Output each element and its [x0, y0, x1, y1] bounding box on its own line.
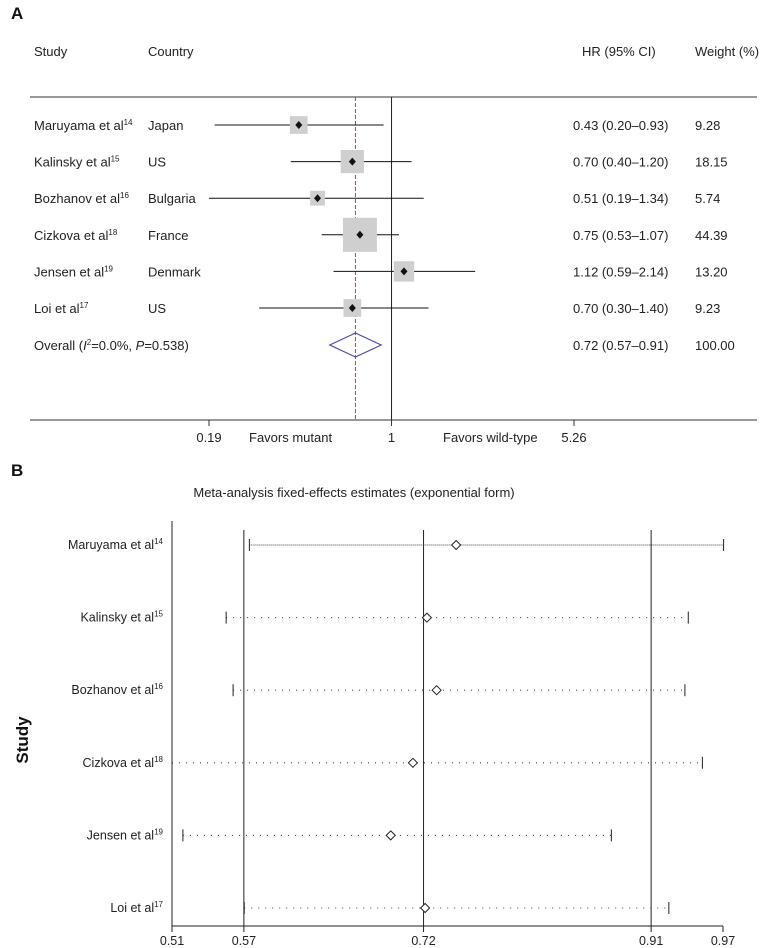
country-label: Bulgaria [148, 191, 196, 207]
weight-text: 13.20 [695, 264, 728, 280]
study-label-name: Kalinsky et al [34, 154, 111, 170]
p-value: =0.538) [144, 338, 189, 353]
study-label-ref: 15 [154, 609, 163, 619]
estimate-rows [68, 537, 724, 915]
forest-row [34, 261, 728, 281]
study-label-name: Loi et al [34, 301, 80, 316]
study-label-ref: 17 [79, 301, 89, 310]
x-tick-label: 0.51 [159, 934, 185, 948]
weight-text: 44.39 [695, 227, 728, 243]
hr-ci-text: 0.75 (0.53–1.07) [573, 227, 669, 243]
favors-mutant-label: Favors mutant [249, 430, 333, 445]
country-label: US [148, 301, 167, 316]
forest-x-axis [196, 420, 586, 445]
estimate-row [110, 900, 669, 915]
study-label [68, 537, 164, 552]
estimates-title: Meta-analysis fixed-effects estimates (exponential form) [193, 485, 515, 500]
study-label [110, 900, 163, 915]
study-label [83, 755, 164, 770]
estimate-row [71, 682, 685, 697]
study-label-name: Bozhanov et al [34, 191, 121, 207]
forest-row [34, 191, 720, 206]
estimate-marker [408, 758, 417, 767]
overall-label [34, 338, 189, 353]
study-label-name: Cizkova et al [34, 227, 109, 243]
study-label-name: Jensen et al [34, 264, 105, 280]
panel-label-b: B [11, 461, 24, 480]
hr-ci-text: 0.43 (0.20–0.93) [573, 118, 669, 133]
header-hr: HR (95% CI) [582, 44, 656, 59]
study-label [34, 155, 120, 170]
overall-weight-text: 100.00 [695, 338, 735, 353]
overall-label-prefix: Overall ( [34, 338, 84, 353]
estimate-x-ticks [160, 926, 735, 948]
x-tick-label: 0.72 [411, 934, 436, 948]
forest-plot-panel [11, 4, 759, 445]
study-label-name: Kalinsky et al [80, 610, 155, 625]
study-label-ref: 17 [154, 900, 163, 909]
study-label-name: Maruyama et al [67, 538, 155, 552]
study-label-ref: 15 [110, 154, 120, 164]
x-tick-label: 5.26 [561, 430, 587, 445]
study-label-name: Loi et al [110, 901, 155, 915]
study-label [34, 191, 129, 206]
forest-row [34, 150, 728, 173]
p-value-symbol: P [135, 338, 145, 353]
x-tick-label: 0.19 [196, 430, 222, 445]
study-label-ref: 19 [104, 264, 114, 274]
x-tick-label: 0.97 [710, 934, 736, 948]
study-label [71, 682, 163, 697]
header-country: Country [148, 44, 194, 59]
estimate-marker [386, 831, 395, 840]
country-label: France [148, 227, 189, 243]
i-squared-superscript: 2 [86, 338, 92, 347]
forest-row [34, 299, 720, 317]
weight-text: 18.15 [695, 154, 728, 170]
favors-wild-type-label: Favors wild-type [443, 430, 538, 445]
country-label: Denmark [148, 264, 201, 280]
study-label [80, 610, 163, 625]
study-label-ref: 18 [108, 227, 118, 237]
study-label-name: Jensen et al [86, 828, 155, 843]
study-label-name: Bozhanov et al [71, 683, 155, 698]
forest-row [34, 116, 720, 134]
study-label-ref: 14 [154, 537, 163, 546]
panel-label-a: A [11, 4, 24, 23]
estimates-panel [11, 461, 735, 948]
estimate-marker [421, 904, 430, 913]
weight-text: 5.74 [695, 191, 721, 207]
weight-text: 9.28 [695, 118, 721, 133]
country-label: US [148, 154, 167, 170]
i-squared-value: =0.0%, [91, 338, 136, 353]
hr-ci-text: 1.12 (0.59–2.14) [573, 264, 669, 280]
overall-hr-text: 0.72 (0.57–0.91) [573, 338, 669, 353]
hr-ci-text: 0.70 (0.40–1.20) [573, 154, 669, 170]
study-label [34, 118, 133, 133]
forest-row [34, 218, 728, 252]
estimate-row [68, 537, 724, 552]
estimate-row [83, 755, 703, 770]
study-label-ref: 16 [120, 191, 129, 201]
study-label [34, 301, 89, 316]
y-axis-label: Study [13, 716, 32, 764]
study-label-ref: 16 [154, 682, 163, 692]
country-label: Japan [148, 118, 184, 133]
x-tick-label: 0.57 [231, 934, 257, 948]
estimate-row [87, 827, 612, 842]
study-label-name: Cizkova et al [82, 755, 155, 770]
header-weight: Weight (%) [695, 44, 760, 59]
reference-lines [244, 530, 651, 926]
study-label-ref: 14 [123, 118, 133, 127]
study-label-name: Maruyama et al [34, 118, 124, 133]
x-tick-label: 1 [387, 430, 396, 445]
hr-ci-text: 0.51 (0.19–1.34) [573, 191, 669, 207]
estimate-marker [432, 686, 441, 695]
hr-ci-text: 0.70 (0.30–1.40) [573, 301, 669, 316]
study-label [87, 827, 164, 842]
study-label [34, 228, 118, 243]
study-label [34, 264, 114, 279]
overall-row [34, 333, 735, 357]
x-tick-label: 0.91 [638, 934, 664, 948]
study-label-ref: 18 [154, 754, 163, 764]
forest-rows [34, 116, 728, 317]
i-squared-symbol: I [83, 338, 87, 353]
weight-text: 9.23 [695, 301, 721, 316]
study-label-ref: 19 [154, 827, 163, 837]
header-study: Study [34, 44, 68, 59]
estimate-marker [452, 541, 461, 550]
